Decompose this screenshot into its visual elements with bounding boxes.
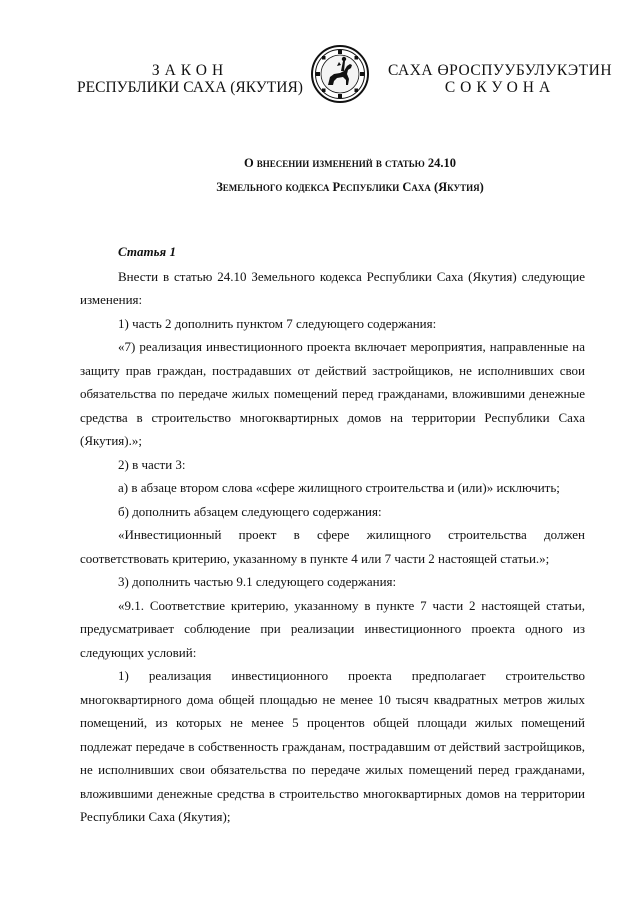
header-right [375,62,625,96]
article-body [80,240,585,829]
header-left-line1: ЗАКОН [151,62,229,79]
paragraph: «9.1. Соответствие критерию, указанному в пункте 7 части 2 настоящей статьи, предусматривает соблюдение при реализации инвестиционного проекта одного из следующих условий: [80,597,585,660]
paragraph: б) дополнить абзацем следующего содержания: [118,503,382,519]
paragraph: 3) дополнить частью 9.1 следующего содержания: [118,574,397,589]
paragraph: Внести в статью 24.10 Земельного кодекса Республики Саха (Якутия) следующие изменения: [80,268,585,307]
header-right-line1: САХА ӨРОСПУУБУЛУКЭТИН [387,62,613,79]
document-title-line1: О внесении изменений в статью 24.10 [243,156,457,170]
document-title-line2: Земельного кодекса Республики Саха (Якутия) [216,180,484,194]
paragraph: 1) реализация инвестиционного проекта предполагает строительство многоквартирного дома общей площадью не менее 10 тысяч квадратных метров жилых помещений, из которых не менее 5 процентов общей площади жилых помещений подлежат передаче в собственность гражданам, пострадавшим от действий застройщиков, не исполнивших свои обязательства по передаче жилых помещений перед гражданами, вложившими денежные средства в строительство многоквартирных домов на территории Республики Саха (Якутия); [80,668,585,824]
header-right-line2: СОКУОНА [444,79,556,96]
article-heading: Статья 1 [118,244,176,259]
header-left [75,62,305,96]
paragraph: 1) часть 2 дополнить пунктом 7 следующего содержания: [118,315,437,331]
paragraph: «Инвестиционный проект в сфере жилищного строительства должен соответствовать критерию, указанному в пункте 4 или 7 части 2 настоящей статьи.»; [80,527,585,566]
paragraph: 2) в части 3: [118,456,186,472]
paragraph: а) в абзаце втором слова «сфере жилищного строительства и (или)» исключить; [118,480,560,495]
paragraph: «7) реализация инвестиционного проекта включает мероприятия, направленные на защиту прав граждан, пострадавших от действий застройщиков, не исполнивших свои обязательства по передаче жилых помещений перед гражданами, вложившими денежные средства в строительство многоквартирных домов на территории Республики Саха (Якутия).»; [80,339,585,448]
header-left-line2: РЕСПУБЛИКИ САХА (ЯКУТИЯ) [77,79,303,96]
coat-of-arms-emblem-icon [310,44,370,104]
